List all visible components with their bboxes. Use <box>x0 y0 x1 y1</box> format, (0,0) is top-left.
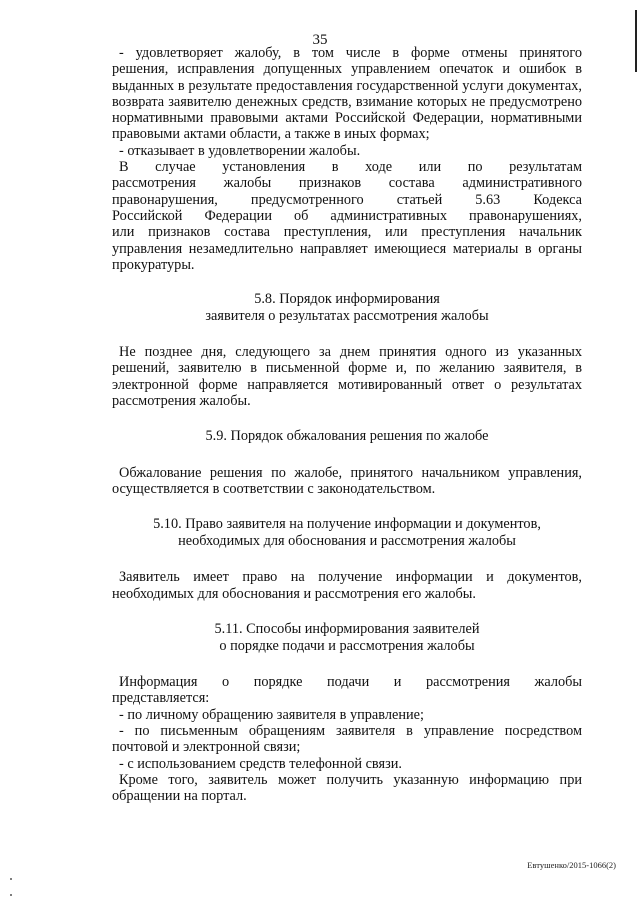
paragraph-line: Не позднее дня, следующего за днем принятия одного из указанных <box>119 344 582 361</box>
paragraph-line: Информация о порядке подачи и рассмотрения жалобы <box>119 674 582 691</box>
paragraph-line: нормативными правовыми актами Российской Федерации, нормативными <box>112 110 582 127</box>
scan-speck <box>10 878 12 880</box>
list-item: почтовой и электронной связи; <box>112 739 301 756</box>
paragraph-line: Российской Федерации об административных правонарушениях, <box>112 207 582 224</box>
list-item: - по письменным обращениям заявителя в управление посредством <box>119 722 582 739</box>
section-heading: 5.9. Порядок обжалования решения по жалобе <box>205 428 489 445</box>
paragraph-line: правонарушения, предусмотренного статьей 5.63 Кодекса <box>112 191 582 208</box>
paragraph-line: - удовлетворяет жалобу, в том числе в форме отмены принятого <box>119 45 582 61</box>
paragraph-line: обращении на портал. <box>112 788 247 805</box>
paragraph-line: Обжалование решения по жалобе, принятого начальником управления, <box>119 464 582 481</box>
paragraph-line: решения, исправления допущенных управлением опечаток и ошибок в <box>112 61 582 78</box>
paragraph-line: осуществляется в соответствии с законодательством. <box>112 481 436 498</box>
paragraph-line: представляется: <box>112 690 210 707</box>
section-heading: необходимых для обоснования и рассмотрения жалобы <box>178 532 516 549</box>
paragraph-line: правовыми актами области, а также в иных формах; <box>112 126 430 143</box>
paragraph-line: В случае установления в ходе или по результатам <box>119 159 582 176</box>
document-footer-code: Евтушенко/2015-1066(2) <box>527 860 616 870</box>
scan-speck <box>10 894 12 896</box>
paragraph-line: электронной форме направляется мотивированный ответ о результатах <box>112 376 582 393</box>
list-item: - с использованием средств телефонной связи. <box>119 755 402 772</box>
section-heading: заявителя о результатах рассмотрения жалобы <box>205 307 489 324</box>
paragraph-line: управления незамедлительно направляет имеющиеся материалы в органы <box>112 240 582 257</box>
document-body <box>112 45 582 804</box>
page-number: 35 <box>312 32 328 48</box>
paragraph-line: Заявитель имеет право на получение информации и документов, <box>119 569 582 586</box>
section-heading: 5.10. Право заявителя на получение информации и документов, <box>153 516 541 533</box>
paragraph-line: необходимых для обоснования и рассмотрения его жалобы. <box>112 585 476 602</box>
paragraph-line: рассмотрения жалобы. <box>112 393 251 410</box>
section-heading: 5.8. Порядок информирования <box>254 291 440 308</box>
section-heading: 5.11. Способы информирования заявителей <box>214 621 480 638</box>
list-item: - по личному обращению заявителя в управление; <box>119 706 424 723</box>
paragraph-line: рассмотрения жалобы признаков состава административного <box>112 175 582 192</box>
section-heading: о порядке подачи и рассмотрения жалобы <box>219 637 475 654</box>
paragraph-line: прокуратуры. <box>112 256 195 273</box>
paragraph-line: решений, заявителю в письменной форме и, по желанию заявителя, в <box>112 360 582 377</box>
paragraph-line: или признаков состава преступления, или преступления начальник <box>112 224 582 241</box>
paragraph-line: Кроме того, заявитель может получить указанную информацию при <box>119 771 582 788</box>
paragraph-line: выданных в результате предоставления государственной услуги документах, <box>112 77 582 94</box>
list-item: - отказывает в удовлетворении жалобы. <box>119 142 361 159</box>
paragraph-line: возврата заявителю денежных средств, взимание которых не предусмотрено <box>112 93 582 110</box>
